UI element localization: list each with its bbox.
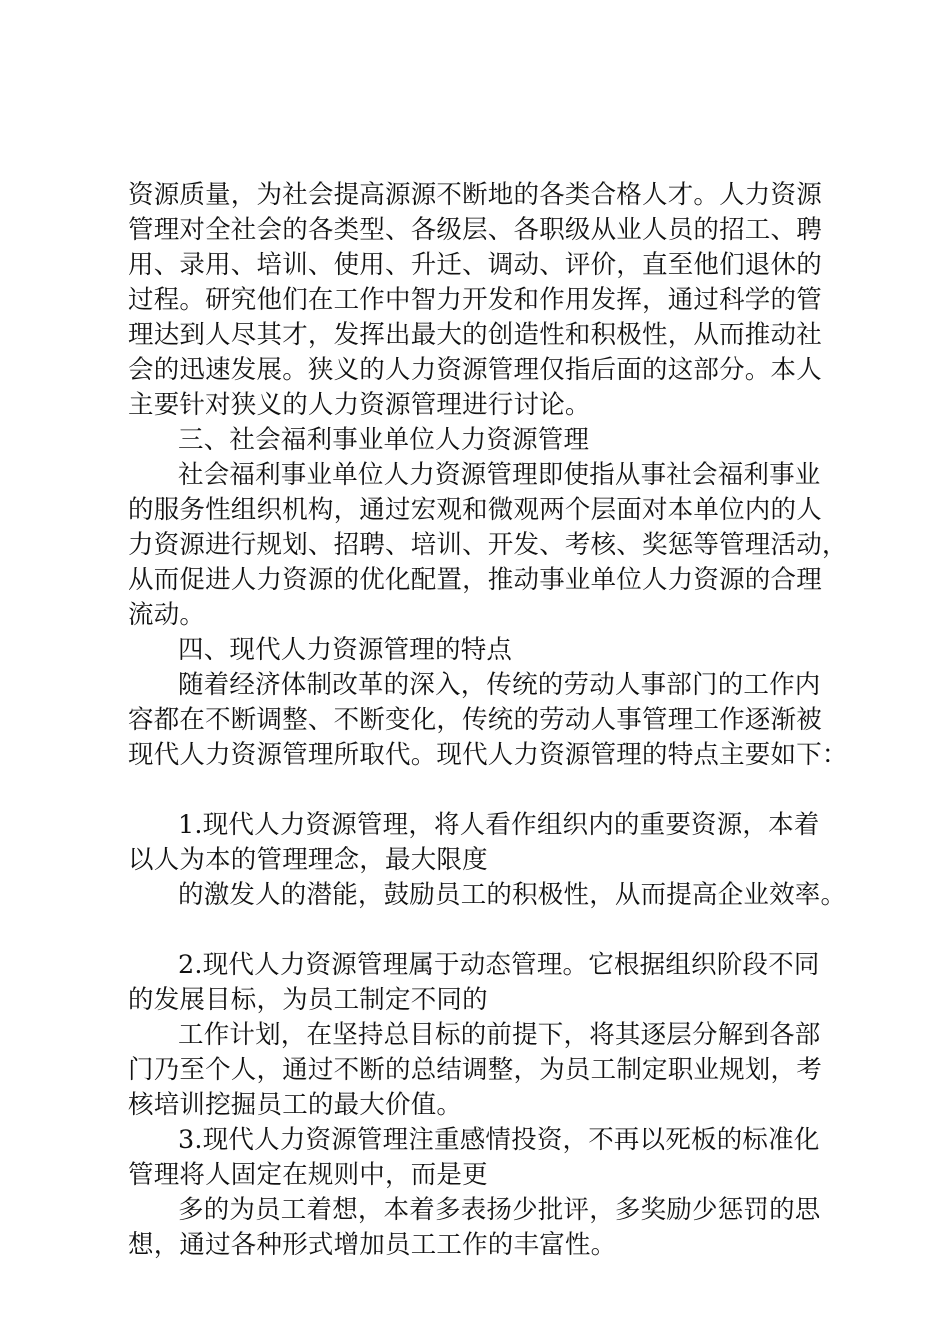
body-text-line: 资源质量，为社会提高源源不断地的各类合格人才。人力资源 <box>128 180 822 210</box>
list-item-line: 想，通过各种形式增加员工工作的丰富性。 <box>128 1230 617 1260</box>
list-item-line: 多的为员工着想，本着多表扬少批评，多奖励少惩罚的思 <box>178 1195 821 1225</box>
body-text-line: 会的迅速发展。狭义的人力资源管理仅指后面的这部分。本人 <box>128 355 822 385</box>
body-text-line: 现代人力资源管理所取代。现代人力资源管理的特点主要如下： <box>128 740 848 770</box>
body-text-line: 力资源进行规划、招聘、培训、开发、考核、奖惩等管理活动， <box>128 530 848 560</box>
list-item-line: 门乃至个人，通过不断的总结调整，为员工制定职业规划，考 <box>128 1055 822 1085</box>
list-item-line: 1.现代人力资源管理，将人看作组织内的重要资源，本着 <box>178 810 820 840</box>
list-item-line: 3.现代人力资源管理注重感情投资，不再以死板的标准化 <box>178 1125 820 1155</box>
list-item-line: 的激发人的潜能，鼓励员工的积极性，从而提高企业效率。 <box>178 880 847 910</box>
list-item-line: 以人为本的管理理念，最大限度 <box>128 845 488 875</box>
body-text-line: 理达到人尽其才，发挥出最大的创造性和积极性，从而推动社 <box>128 320 822 350</box>
body-text-line: 随着经济体制改革的深入，传统的劳动人事部门的工作内 <box>178 670 821 700</box>
body-text-line: 用、录用、培训、使用、升迁、调动、评价，直至他们退休的 <box>128 250 822 280</box>
body-text-line: 主要针对狭义的人力资源管理进行讨论。 <box>128 390 591 420</box>
body-text-line: 容都在不断调整、不断变化，传统的劳动人事管理工作逐渐被 <box>128 705 822 735</box>
list-item-line: 的发展目标，为员工制定不同的 <box>128 985 488 1015</box>
body-text-line: 流动。 <box>128 600 206 630</box>
list-item-line: 2.现代人力资源管理属于动态管理。它根据组织阶段不同 <box>178 950 820 980</box>
section-heading: 四、现代人力资源管理的特点 <box>178 635 513 665</box>
body-text-line: 的服务性组织机构，通过宏观和微观两个层面对本单位内的人 <box>128 495 822 525</box>
body-text-line: 管理对全社会的各类型、各级层、各职级从业人员的招工、聘 <box>128 215 822 245</box>
list-item-line: 工作计划，在坚持总目标的前提下，将其逐层分解到各部 <box>178 1020 821 1050</box>
body-text-line: 社会福利事业单位人力资源管理即使指从事社会福利事业 <box>178 460 821 490</box>
body-text-line: 过程。研究他们在工作中智力开发和作用发挥，通过科学的管 <box>128 285 822 315</box>
list-item-line: 管理将人固定在规则中，而是更 <box>128 1160 488 1190</box>
body-text-line: 从而促进人力资源的优化配置，推动事业单位人力资源的合理 <box>128 565 822 595</box>
list-item-line: 核培训挖掘员工的最大价值。 <box>128 1090 463 1120</box>
section-heading: 三、社会福利事业单位人力资源管理 <box>178 425 590 455</box>
